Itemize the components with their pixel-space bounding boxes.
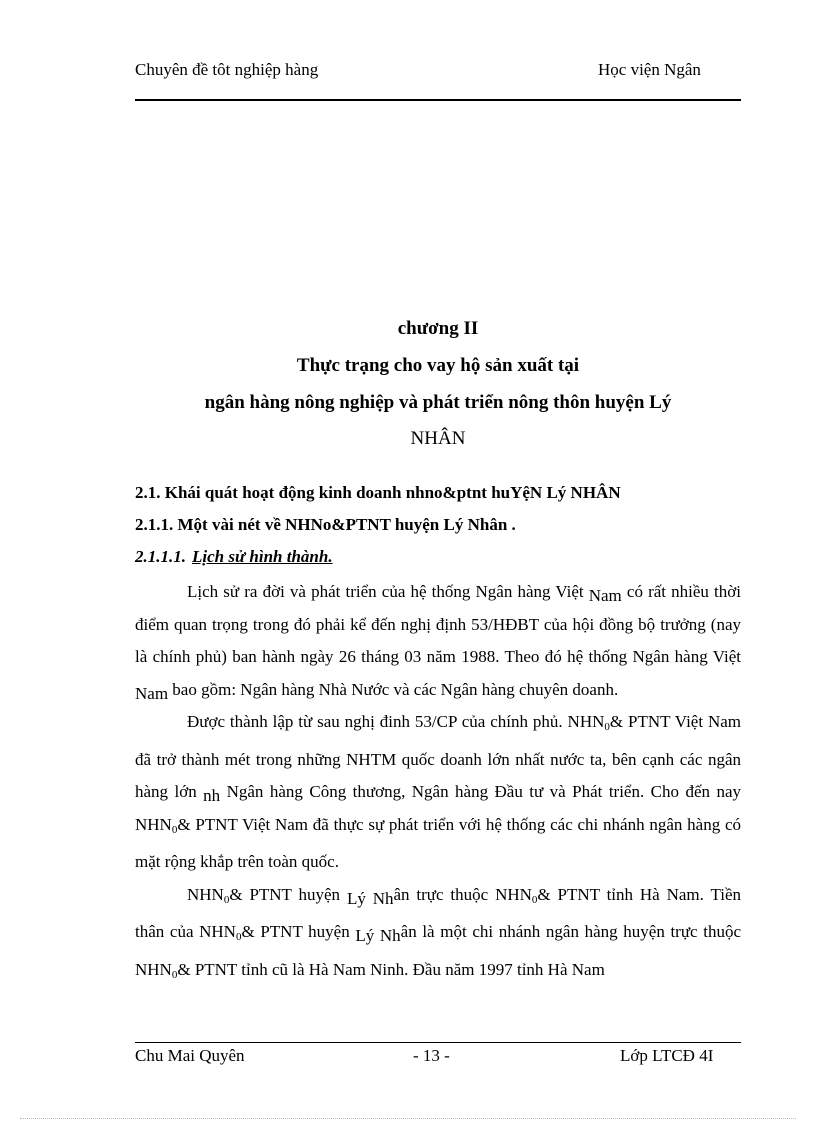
header-divider xyxy=(135,99,741,101)
subscript: 0 xyxy=(171,823,178,836)
text-run: & PTNT Việt Nam đã thực sự phát triển với hệ thống các chi nhánh ngân hàng có mặt rộng khắp trên toàn quốc. xyxy=(135,814,741,871)
text-run: bao gồm: Ngân hàng Nhà Nước và các Ngân hàng chuyên doanh. xyxy=(168,679,619,699)
text-run: Nh xyxy=(379,926,401,945)
subscript: 0 xyxy=(604,721,610,733)
paragraph-3 xyxy=(135,879,741,992)
subscript: 0 xyxy=(223,893,230,906)
chapter-title-line-2: ngân hàng nông nghiệp và phát triển nông thôn huyện Lý xyxy=(204,392,672,413)
text-run xyxy=(366,885,373,904)
text-run: Ngân hàng Công thương, Ngân hàng Đầu tư và Phát triển. Cho đến nay NHN xyxy=(135,782,741,834)
text-run: Lý xyxy=(355,926,375,945)
paragraph-2 xyxy=(135,706,741,879)
subscript: 0 xyxy=(171,968,178,981)
heading-title: Lịch sử hình thành. xyxy=(192,547,333,566)
text-run: Nam xyxy=(135,683,169,703)
section-heading-2-1-1-1 xyxy=(135,547,333,567)
text-run: & PTNT huyện xyxy=(229,884,347,904)
text-run: & PTNT tỉnh cũ là Hà Nam Ninh. Đầu năm 1997 tỉnh Hà Nam xyxy=(177,959,605,979)
text-run: Lý xyxy=(346,888,366,908)
body-text xyxy=(135,576,741,991)
footer-author: Chu Mai Quyên xyxy=(135,1046,245,1065)
text-run: Được thành lập từ sau nghị đinh 53/CP của chính phủ. NHN xyxy=(187,712,605,731)
subscript: 0 xyxy=(235,931,242,943)
text-run: & PTNT huyện xyxy=(241,922,356,941)
subscript: 0 xyxy=(531,893,538,906)
text-run: Nh xyxy=(372,888,394,908)
section-heading-2-1: 2.1. Khái quát hoạt động kinh doanh nhno&ptnt huYệN Lý NHÂN xyxy=(135,483,621,502)
footer-divider xyxy=(135,1042,741,1043)
text-run: ân là một chi nhánh ngân hàng huyện trực thuộc NHN xyxy=(135,922,741,979)
text-run: Nam xyxy=(588,586,622,605)
footer-page-number: - 13 - xyxy=(413,1046,450,1065)
header-left-text: Chuyên đề tôt nghiệp hàng xyxy=(135,60,319,79)
text-run: nh xyxy=(203,786,221,805)
text-run: Lịch sử ra đời và phát triển của hệ thống Ngân hàng Việt xyxy=(187,582,589,601)
footer-class: Lớp LTCĐ 4I xyxy=(620,1046,714,1065)
text-run: có rất nhiều thời điểm quan trọng trong đó phải kể đến nghị định 53/HĐBT của hội đồng bộ trưởng (nay là chính phủ) ban hành ngày 26 tháng 03 năm 1988. Theo đó hệ thống Ngân hàng Việt xyxy=(135,582,741,666)
chapter-title-line-1: Thực trạng cho vay hộ sản xuất tại xyxy=(296,355,580,376)
page-bottom-dotted-line xyxy=(20,1118,796,1119)
chapter-title-line-3: NHÂN xyxy=(410,428,466,449)
paragraph-1 xyxy=(135,576,741,706)
text-run: ân trực thuộc NHN xyxy=(393,884,532,904)
heading-number: 2.1.1.1. xyxy=(135,547,186,566)
text-run: NHN xyxy=(187,884,224,904)
header-right-text: Học viện Ngân xyxy=(598,60,701,79)
text-run: & PTNT Việt Nam đã trở thành mét trong những NHTM quốc doanh lớn nhất nước ta, bên cạnh các ngân hàng lớn xyxy=(135,712,742,801)
text-run: & PTNT tỉnh Hà Nam. Tiền thân của NHN xyxy=(135,884,742,941)
section-heading-2-1-1: 2.1.1. Một vài nét về NHNo&PTNT huyện Lý Nhân . xyxy=(135,515,516,534)
chapter-label: chương II xyxy=(397,318,479,339)
